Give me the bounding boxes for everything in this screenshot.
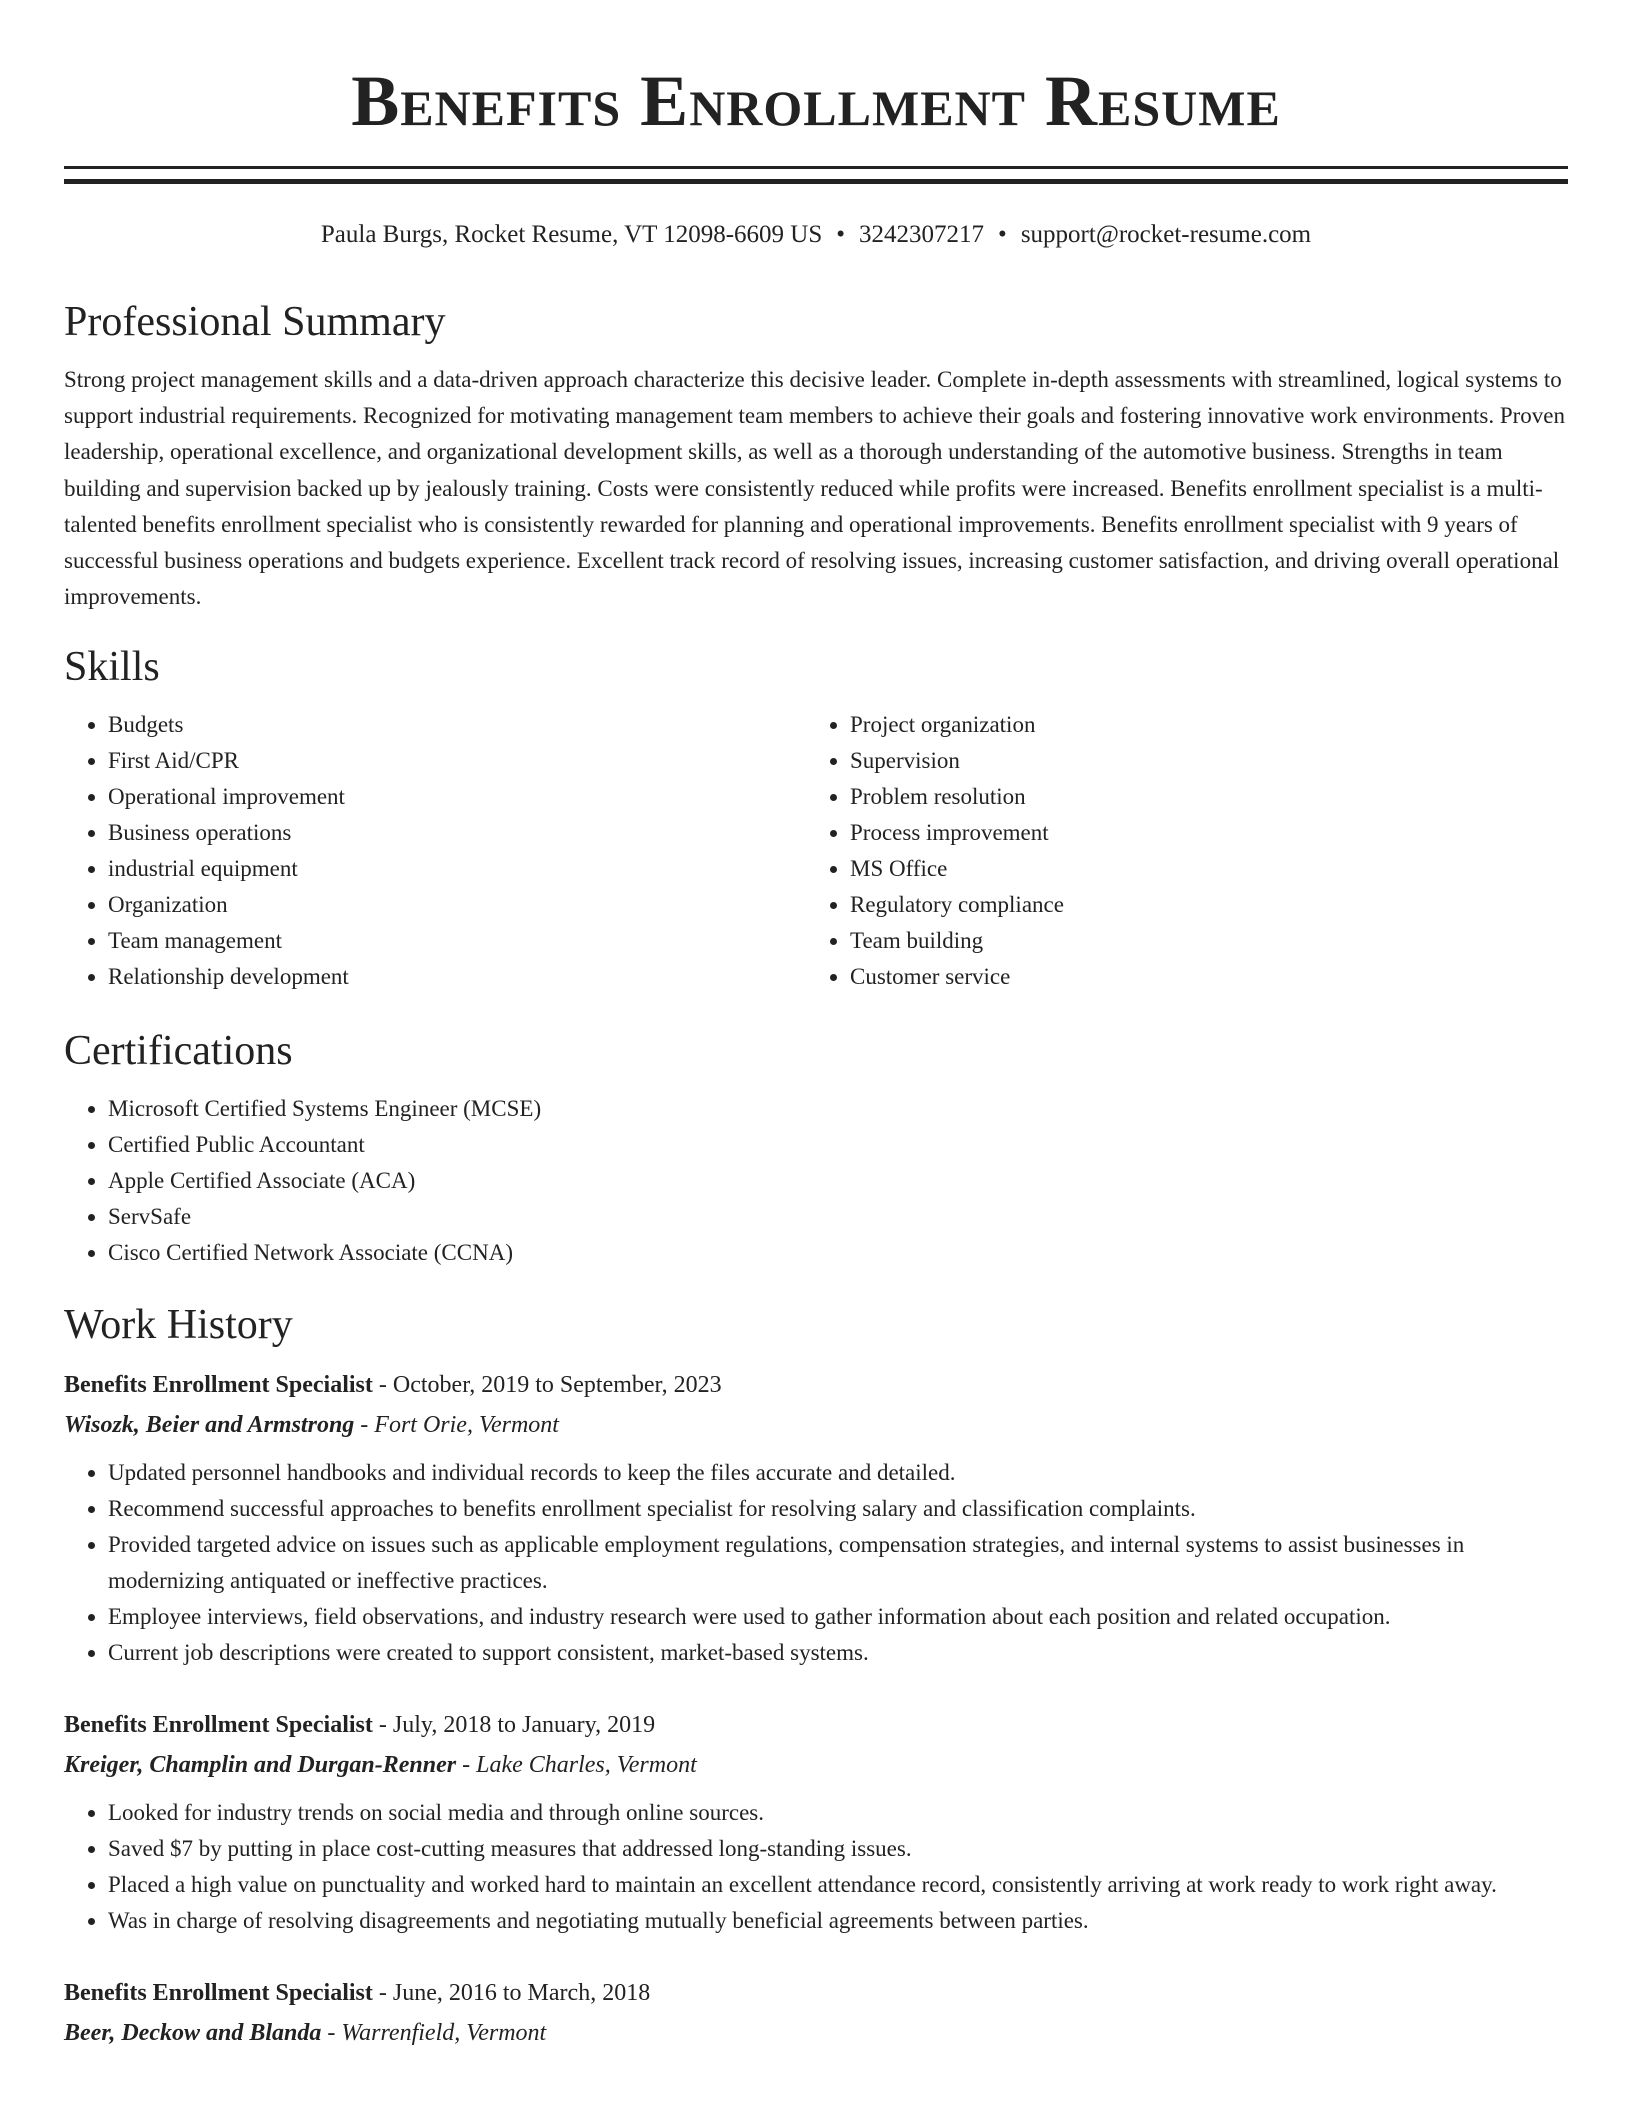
job-location: Warrenfield, Vermont bbox=[341, 2020, 547, 2047]
job-location: Fort Orie, Vermont bbox=[374, 1412, 559, 1439]
job-entry bbox=[64, 1973, 1568, 2053]
job-dates: October, 2019 to September, 2023 bbox=[392, 1372, 722, 1399]
contact-separator: • bbox=[998, 221, 1007, 248]
job-bullet: • Recommend successful approaches to benefits enrollment specialist for resolving salary and classification complaints. bbox=[108, 1491, 1568, 1527]
certification-item: • Apple Certified Associate (ACA) bbox=[108, 1163, 1568, 1199]
job-company: Kreiger, Champlin and Durgan-Renner bbox=[64, 1752, 457, 1779]
skill-item: • MS Office bbox=[850, 851, 1548, 887]
job-company: Wisozk, Beier and Armstrong bbox=[64, 1412, 355, 1439]
certification-item: • Cisco Certified Network Associate (CCNA) bbox=[108, 1235, 1568, 1271]
job-dates: June, 2016 to March, 2018 bbox=[392, 1980, 651, 2007]
certification-item: • Certified Public Accountant bbox=[108, 1127, 1568, 1163]
summary-text: Strong project management skills and a data-driven approach characterize this decisive leader. Complete in-depth assessments with streamlined, logical systems to support industrial requirements. Recognized for motivating management team members to achieve their goals and fostering innovative work environments. Proven leadership, operational excellence, and organizational development skills, as well as a thorough understanding of the automotive business. Strengths in team building and supervision backed up by jealously training. Costs were consistently reduced while profits were increased. Benefits enrollment specialist is a multi-talented benefits enrollment specialist who is consistently rewarded for planning and operational improvements. Benefits enrollment specialist with 9 years of successful business operations and budgets experience. Excellent track record of resolving issues, increasing customer satisfaction, and driving overall operational improvements. bbox=[64, 367, 1565, 610]
job-employer: Wisozk, Beier and Armstrong - Fort Orie, Vermont bbox=[64, 1412, 559, 1439]
work-history-heading: Work History bbox=[64, 1302, 293, 1349]
skill-item: • Operational improvement bbox=[108, 779, 806, 815]
skills-grid bbox=[64, 707, 1568, 995]
skill-item: • Business operations bbox=[108, 815, 806, 851]
certifications-list bbox=[64, 1091, 1568, 1271]
title-divider bbox=[64, 166, 1568, 184]
contact-line bbox=[64, 218, 1568, 252]
contact-email: support@rocket-resume.com bbox=[1020, 221, 1312, 248]
skill-item: • Regulatory compliance bbox=[850, 887, 1548, 923]
skills-column-left bbox=[64, 707, 806, 995]
job-bullet: • Was in charge of resolving disagreements and negotiating mutually beneficial agreements between parties. bbox=[108, 1903, 1568, 1939]
job-title: Benefits Enrollment Specialist bbox=[64, 1980, 373, 2007]
skills-list-left bbox=[64, 707, 806, 995]
job-header: Benefits Enrollment Specialist - July, 2018 to January, 2019 bbox=[64, 1712, 656, 1739]
summary-heading: Professional Summary bbox=[64, 299, 446, 345]
resume-title: Benefits Enrollment Resume bbox=[351, 61, 1281, 141]
job-bullet: • Looked for industry trends on social media and through online sources. bbox=[108, 1795, 1568, 1831]
skill-item: • Relationship development bbox=[108, 959, 806, 995]
job-entry bbox=[64, 1365, 1568, 1671]
skill-item: • Customer service bbox=[850, 959, 1548, 995]
job-bullet: • Placed a high value on punctuality and worked hard to maintain an excellent attendance record, consistently arriving at work ready to work right away. bbox=[108, 1867, 1568, 1903]
skills-list-right bbox=[806, 707, 1548, 995]
job-header: Benefits Enrollment Specialist - June, 2016 to March, 2018 bbox=[64, 1980, 651, 2007]
skill-item: • Project organization bbox=[850, 707, 1548, 743]
skill-item: • Team management bbox=[108, 923, 806, 959]
job-title: Benefits Enrollment Specialist bbox=[64, 1372, 373, 1399]
job-employer: Kreiger, Champlin and Durgan-Renner - Lake Charles, Vermont bbox=[64, 1752, 697, 1779]
certification-item: • Microsoft Certified Systems Engineer (MCSE) bbox=[108, 1091, 1568, 1127]
skill-item: • industrial equipment bbox=[108, 851, 806, 887]
job-location: Lake Charles, Vermont bbox=[476, 1752, 697, 1779]
job-bullet: • Employee interviews, field observations, and industry research were used to gather information about each position and related occupation. bbox=[108, 1599, 1568, 1635]
contact-phone: 3242307217 bbox=[859, 221, 985, 248]
job-bullets bbox=[64, 1455, 1568, 1671]
job-bullet: • Saved $7 by putting in place cost-cutting measures that addressed long-standing issues. bbox=[108, 1831, 1568, 1867]
job-bullet: • Provided targeted advice on issues such as applicable employment regulations, compensation strategies, and internal systems to assist businesses in modernizing antiquated or ineffective practices. bbox=[108, 1527, 1568, 1599]
skill-item: • Organization bbox=[108, 887, 806, 923]
skill-item: • Team building bbox=[850, 923, 1548, 959]
certification-item: • ServSafe bbox=[108, 1199, 1568, 1235]
job-header: Benefits Enrollment Specialist - October, 2019 to September, 2023 bbox=[64, 1372, 722, 1399]
skill-item: • Supervision bbox=[850, 743, 1548, 779]
job-employer: Beer, Deckow and Blanda - Warrenfield, Vermont bbox=[64, 2020, 547, 2047]
job-bullet: • Updated personnel handbooks and individual records to keep the files accurate and detailed. bbox=[108, 1455, 1568, 1491]
skill-item: • First Aid/CPR bbox=[108, 743, 806, 779]
job-company: Beer, Deckow and Blanda bbox=[64, 2020, 322, 2047]
skill-item: • Problem resolution bbox=[850, 779, 1548, 815]
certifications-heading: Certifications bbox=[64, 1028, 293, 1075]
job-dates: July, 2018 to January, 2019 bbox=[392, 1712, 656, 1739]
skill-item: • Budgets bbox=[108, 707, 806, 743]
job-entry bbox=[64, 1705, 1568, 1939]
job-title: Benefits Enrollment Specialist bbox=[64, 1712, 373, 1739]
skills-heading: Skills bbox=[64, 644, 160, 691]
job-bullets bbox=[64, 1795, 1568, 1939]
skills-column-right bbox=[806, 707, 1548, 995]
skill-item: • Process improvement bbox=[850, 815, 1548, 851]
contact-separator: • bbox=[836, 221, 846, 248]
contact-address: Paula Burgs, Rocket Resume, VT 12098-6609 US bbox=[320, 221, 823, 248]
job-bullet: • Current job descriptions were created to support consistent, market-based systems. bbox=[108, 1635, 1568, 1671]
